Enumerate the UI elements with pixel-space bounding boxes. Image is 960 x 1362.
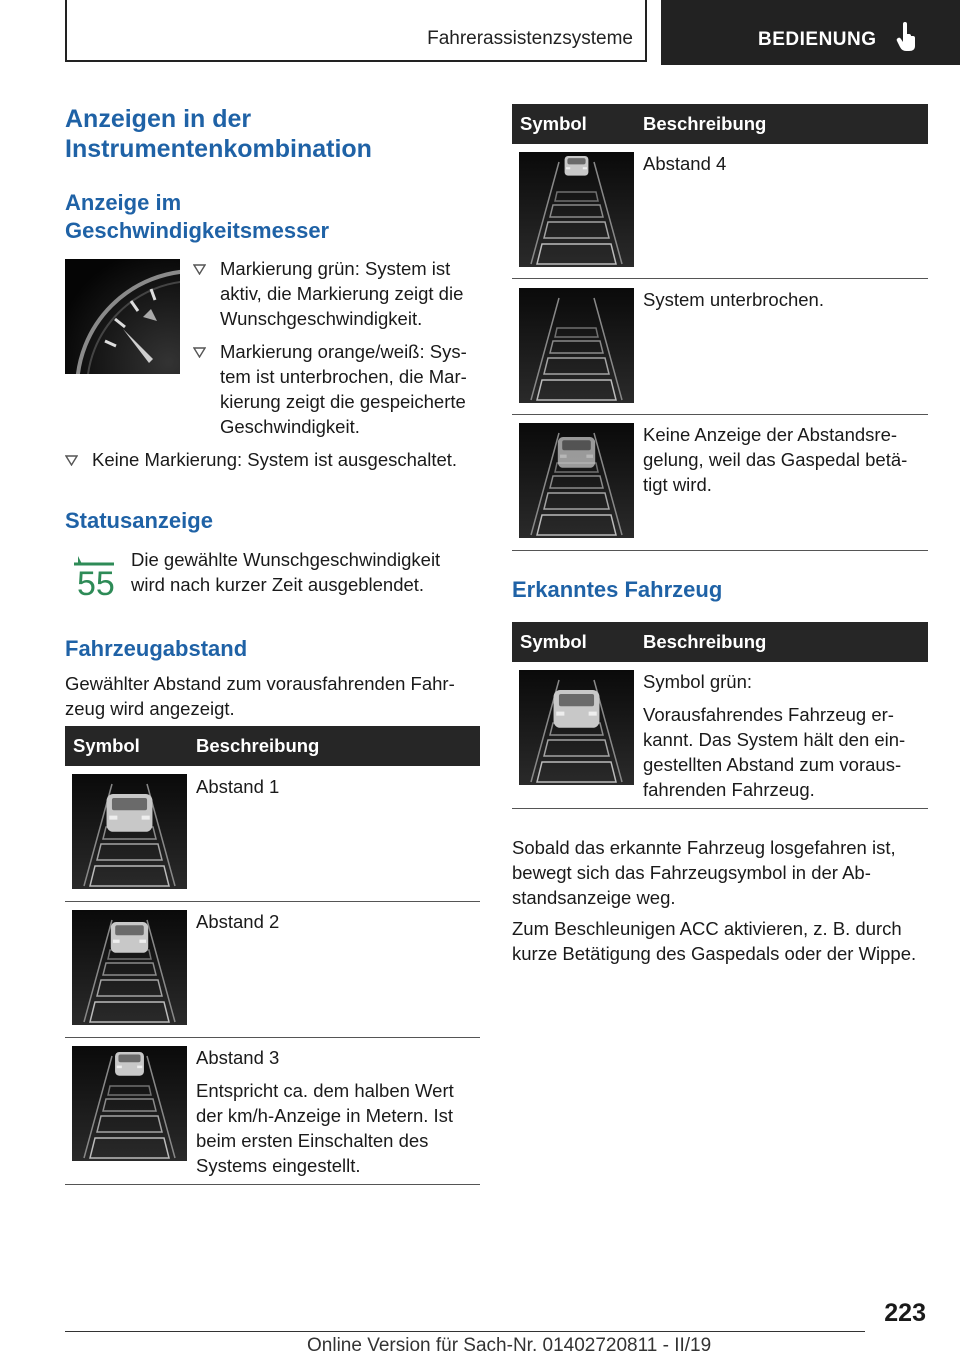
distance-1-desc: Abstand 1 xyxy=(196,776,280,797)
recognized-vehicle-image xyxy=(519,670,634,785)
no-display-desc: Keine Anzeige der Abstandsre-gelung, weil das Gaspedal betä-tigt wird. xyxy=(643,424,908,495)
distance-3-image xyxy=(72,1046,187,1161)
page-title: Anzeigen in der Instrumentenkombination xyxy=(65,105,372,163)
footer-divider xyxy=(65,1331,865,1332)
page-number: 223 xyxy=(884,1299,926,1327)
distance-table-header: Symbol Beschreibung xyxy=(65,726,480,766)
no-display-image xyxy=(519,423,634,538)
row-divider xyxy=(65,1184,480,1185)
triangle-bullet-icon xyxy=(193,347,206,358)
row-divider xyxy=(65,1037,480,1038)
header-section: Fahrerassistenzsysteme xyxy=(427,28,633,49)
interrupted-desc: System unterbrochen. xyxy=(643,289,824,310)
header-chapter: BEDIENUNG xyxy=(758,29,877,50)
triangle-bullet-icon xyxy=(65,455,78,466)
row-divider xyxy=(512,278,928,279)
distance-1-image xyxy=(72,774,187,889)
triangle-bullet-icon xyxy=(193,264,206,275)
distance-2-desc: Abstand 2 xyxy=(196,911,280,932)
header-section-box xyxy=(65,0,647,62)
status-heading: Statusanzeige xyxy=(65,508,213,533)
recognized-desc: Symbol grün: Vorausfahrendes Fahrzeug er-kannt. Das System hält den ein-gestellten Abstand zum voraus-fahrenden Fahrzeug. xyxy=(643,671,906,800)
speedo-heading: Anzeige im Geschwindigkeitsmesser xyxy=(65,190,330,243)
footer-text: Online Version für Sach-Nr. 01402720811 - II/19 xyxy=(307,1335,712,1356)
interrupted-image xyxy=(519,288,634,403)
distance-4-image xyxy=(519,152,634,267)
row-divider xyxy=(65,901,480,902)
speedometer-image xyxy=(65,259,180,374)
recognized-para-2: Zum Beschleunigen ACC aktivieren, z. B. durch kurze Betätigung des Gaspedals oder der Wippe. xyxy=(512,918,917,964)
distance-intro: Gewählter Abstand zum vorausfahrenden Fahr-zeug wird angezeigt. xyxy=(65,673,455,719)
distance-2-image xyxy=(72,910,187,1025)
row-divider xyxy=(512,414,928,415)
recognized-para-1: Sobald das erkannte Fahrzeug losgefahren ist, bewegt sich das Fahrzeugsymbol in der Ab-standsanzeige weg. xyxy=(512,837,896,908)
hand-pointer-icon xyxy=(896,22,918,52)
row-divider xyxy=(512,550,928,551)
distance-3-desc: Abstand 3 Entspricht ca. dem halben Wert der km/h-Anzeige in Metern. Ist beim ersten Einschalten des Systems eingestellt. xyxy=(196,1047,454,1176)
row-divider xyxy=(512,808,928,809)
speed-status-icon xyxy=(72,554,118,604)
status-text: Die gewählte Wunschgeschwindigkeit wird nach kurzer Zeit ausgeblendet. xyxy=(131,549,441,595)
table2-header: Symbol Beschreibung xyxy=(512,104,928,144)
speed-value: 55 xyxy=(77,565,115,603)
distance-4-desc: Abstand 4 xyxy=(643,153,727,174)
recognized-table-header: Symbol Beschreibung xyxy=(512,622,928,662)
header-chapter-box[interactable] xyxy=(661,0,960,65)
recognized-heading: Erkanntes Fahrzeug xyxy=(512,577,723,602)
distance-heading: Fahrzeugabstand xyxy=(65,636,248,661)
